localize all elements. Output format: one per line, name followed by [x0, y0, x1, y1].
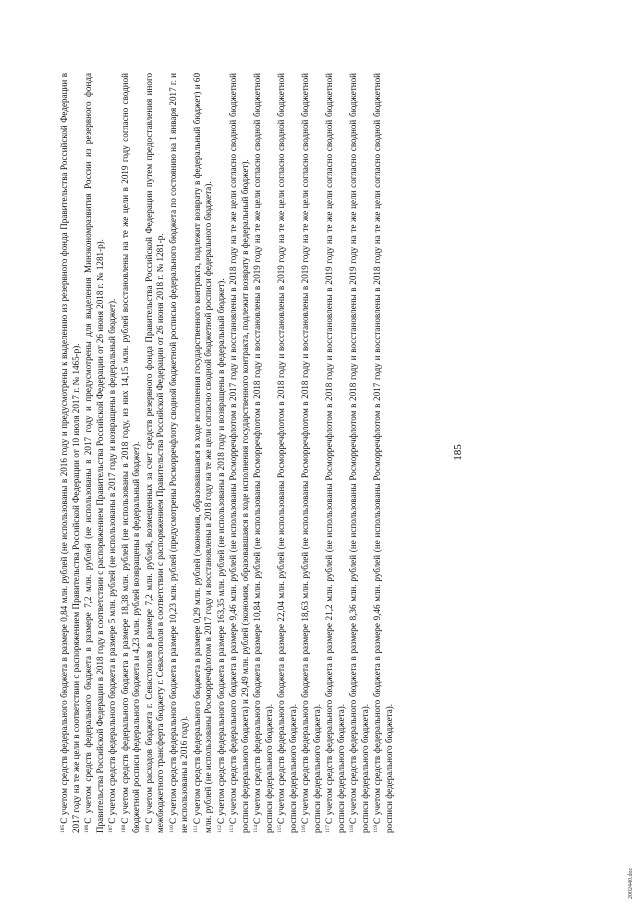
footnote-number: 113 — [229, 824, 235, 833]
footnote — [227, 73, 251, 833]
footnote — [82, 73, 106, 833]
footnote-text: С учетом средств федерального бюджета в размере 0,84 млн. рублей (не использованы в 2016 году и предусмотрены к выделению из резервного фонда Правительства Российской Федерации в 2017 году на те же цели в соответствии с распоряжением Правительства Российской Федерации от 10 июля 2017 г. № 1465-р). — [59, 73, 81, 833]
footnote — [323, 73, 347, 833]
footnote — [191, 73, 215, 833]
page-number: 185 — [452, 444, 464, 461]
footnote-text: С учетом средств федерального бюджета в размере 9,46 млн. рублей (не использованы Росморречфлотом в 2017 году и восстановлены в 2018 году на те же цели согласно сводной бюджетной росписи федерального бюджета) и 29,49 млн. рублей (экономия, образовавшаяся в ходе исполнения государственного контракта, подлежит возврату в федеральный бюджет). — [228, 73, 250, 833]
footnote-number: 116 — [301, 824, 307, 833]
footnote-text: С учетом средств федерального бюджета в размере 8,36 млн. рублей (не использованы Росморречфлотом в 2018 году и восстановлены в 2019 году на те же цели согласно сводной бюджетной росписи федерального бюджета). — [348, 73, 370, 833]
footnote-text: С учетом средств федерального бюджета в размере 21,2 млн. рублей (не использованы Росморречфлотом в 2018 году и восстановлены в 2019 году на те же цели согласно сводной бюджетной росписи федерального бюджета). — [324, 73, 346, 833]
footnote-text: С учетом средств федерального бюджета в размере 9,46 млн. рублей (не использованы Росморречфлотом в 2017 году и восстановлены в 2018 году на те же цели согласно сводной бюджетной росписи федерального бюджета). — [372, 73, 394, 833]
footnote — [119, 73, 143, 833]
footnote — [275, 73, 299, 833]
footnote-number: 119 — [373, 824, 379, 833]
footnote-number: 108 — [120, 824, 127, 833]
footnotes-block — [58, 73, 395, 833]
footnote-text: С учетом средств федерального бюджета в размере 10,23 млн. рублей (предусмотрены Росморречфлоту сводной бюджетной росписью федерального бюджета по состоянию на 1 января 2017 г. и не использованы в 2016 году). — [167, 72, 189, 833]
footnote-number: 107 — [108, 824, 114, 833]
footnote-text: С учетом средств федерального бюджета в размере 18,63 млн. рублей (не использованы Росморречфлотом в 2018 году и восстановлены в 2019 году на те же цели согласно сводной бюджетной росписи федерального бюджета). — [300, 73, 322, 833]
footnote-text: С учетом средств федерального бюджета в размере 10,84 млн. рублей (не использованы Росморречфлотом в 2018 году и восстановлены в 2019 году на те же цели согласно сводной бюджетной росписи федерального бюджета). — [252, 73, 274, 833]
footnote-number: 117 — [325, 824, 331, 833]
footnote-number: 109 — [144, 824, 151, 833]
footnote-number: 110 — [168, 824, 175, 833]
footnote-text: С учетом средств федерального бюджета в размере 0,29 млн. рублей (экономия, образовавшаяся в ходе исполнения государственного контракта, подлежит возврату в федеральный бюджет) и 60 млн. рублей (не использованы Росморречфлотом в 2017 году и восстановлены в 2018 году на те же цели согласно сводной бюджетной росписи федерального бюджета). — [191, 73, 213, 833]
footnote-number: 106 — [84, 824, 90, 833]
footnote-number: 118 — [349, 824, 355, 833]
footnote — [347, 73, 371, 833]
footnote — [143, 73, 167, 833]
footnote — [167, 73, 191, 833]
footnote-number: 114 — [253, 824, 259, 833]
footnote-text: С учетом средств федерального бюджета в размере 163,35 млн. рублей (не использованы в 2018 году и возвращены в федеральный бюджет). — [215, 278, 226, 824]
footnote-number: 115 — [277, 824, 283, 833]
footnote-number: 105 — [60, 824, 66, 833]
footnote-text: С учетом средств федерального бюджета в размере 22,04 млн. рублей (не использованы Росморречфлотом в 2018 году и восстановлены в 2019 году на те же цели согласно сводной бюджетной росписи федерального бюджета). — [276, 73, 298, 833]
footnote-text: С учетом средств федерального бюджета в размере 18,38 млн. рублей (не использованы в 2018 году, из них 14,15 млн. рублей восстановлены на те же цели в 2019 году согласно сводной бюджетной росписи федерального бюджета и 4,23 млн. рублей возвращены в федеральный бюджет). — [119, 73, 141, 833]
footnote — [58, 73, 82, 833]
footnote-text: С учетом средств федерального бюджета в размере 5 млн. рублей (не использованы в 2017 году и возвращены в федеральный бюджет). — [107, 298, 117, 824]
footnote — [215, 73, 228, 833]
footnote-number: 112 — [216, 824, 223, 833]
footer-doc-code: 2002440.doc — [628, 867, 634, 899]
footnote — [371, 73, 395, 833]
footnote — [106, 73, 119, 833]
footnote — [299, 73, 323, 833]
footnote-text: С учетом средств федерального бюджета в размере 7,2 млн. рублей (не использованы в 2017 году и предусмотрены для выделения Минэкономразвития России из резервного фонда Правительства Российской Федерации в 2018 году в соответствии с распоряжением Правительства Российской Федерации от 26 июня 2018 г. № 1281-р). — [83, 73, 105, 833]
footnote-number: 111 — [192, 825, 199, 833]
footnote-text: С учетом расходов бюджета г. Севастополя в размере 7,2 млн. рублей, возмещенных за счет средств резервного фонда Правительства Российской Федерации путем предоставления иного межбюджетного трансферта бюджету г. Севастополя в соответствии с распоряжением Правительства Российской Федерации от 26 июня 2018 г. № 1281-р. — [143, 73, 165, 833]
footnote — [251, 73, 275, 833]
